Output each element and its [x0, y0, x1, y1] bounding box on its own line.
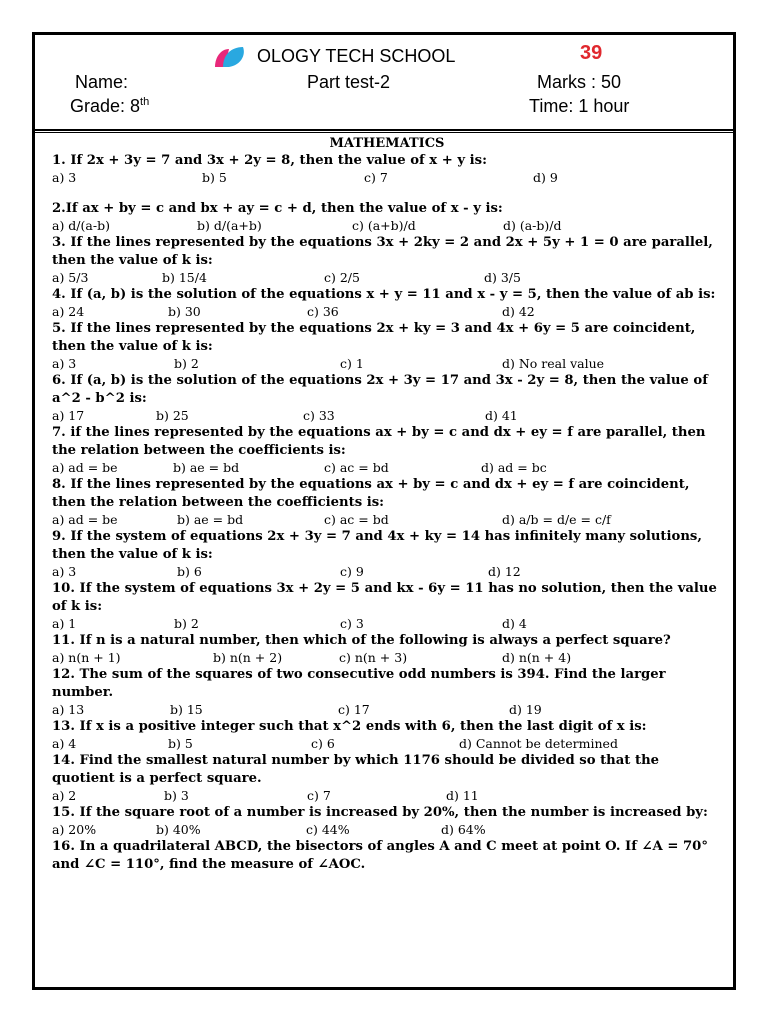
- option-c: c) 7: [364, 170, 388, 185]
- test-title: Part test-2: [307, 72, 391, 92]
- question-item: [52, 152, 722, 200]
- option-c: c) 36: [307, 304, 339, 319]
- option-d: d) No real value: [502, 356, 605, 371]
- option-a: a) 3: [52, 170, 77, 185]
- question-text: 10. If the system of equations 3x + 2y = 5 and kx - 6y = 11 has no solution, then the value of k is:: [52, 581, 717, 614]
- option-c: c) 33: [303, 408, 335, 423]
- question-item: [52, 838, 722, 874]
- question-text: 11. If n is a natural number, then which of the following is always a perfect square?: [52, 633, 671, 648]
- option-a: a) 5/3: [52, 270, 89, 285]
- option-d: d) 4: [502, 616, 527, 631]
- option-d: d) 3/5: [484, 270, 521, 285]
- options-row: [52, 564, 722, 580]
- question-text: 5. If the lines represented by the equations 2x + ky = 3 and 4x + 6y = 5 are coincident, then the value of k is:: [52, 321, 696, 354]
- options-row: [52, 270, 722, 286]
- options-row: [52, 702, 722, 718]
- option-c: c) n(n + 3): [339, 650, 408, 665]
- name-label: Name:: [75, 72, 129, 92]
- option-b: b) 30: [168, 304, 201, 319]
- question-list: [52, 152, 722, 874]
- option-c: c) 2/5: [324, 270, 360, 285]
- question-item: [52, 234, 722, 286]
- option-a: a) 3: [52, 356, 77, 371]
- question-text: 2.If ax + by = c and bx + ay = c + d, then the value of x - y is:: [52, 201, 503, 216]
- options-row: [52, 736, 722, 752]
- option-d: d) (a-b)/d: [503, 218, 562, 233]
- option-b: b) 3: [164, 788, 189, 803]
- question-text: 6. If (a, b) is the solution of the equations 2x + 3y = 17 and 3x - 2y = 8, then the value of a^2 - b^2 is:: [52, 373, 708, 406]
- question-item: [52, 752, 722, 804]
- question-item: [52, 528, 722, 580]
- school-logo-icon: [213, 45, 247, 69]
- options-row: [52, 304, 722, 320]
- option-b: b) 6: [177, 564, 202, 579]
- option-a: a) 17: [52, 408, 85, 423]
- question-item: [52, 320, 722, 372]
- question-text: 8. If the lines represented by the equations ax + by = c and dx + ey = f are coincident, then the relation between the coefficients is:: [52, 477, 690, 510]
- question-text: 13. If x is a positive integer such that x^2 ends with 6, then the last digit of x is:: [52, 719, 647, 734]
- subject-title: MATHEMATICS: [329, 136, 445, 151]
- options-row: [52, 356, 722, 372]
- question-item: [52, 632, 722, 666]
- option-d: d) 64%: [441, 822, 486, 837]
- option-d: d) 41: [485, 408, 518, 423]
- question-text: 4. If (a, b) is the solution of the equations x + y = 11 and x - y = 5, then the value of ab is:: [52, 287, 716, 302]
- options-row: [52, 822, 722, 838]
- option-c: c) 44%: [306, 822, 350, 837]
- option-b: b) 40%: [156, 822, 201, 837]
- question-item: [52, 476, 722, 528]
- question-item: [52, 424, 722, 476]
- question-item: [52, 718, 722, 752]
- grade-label: Grade: 8th: [70, 96, 150, 116]
- question-text: 14. Find the smallest natural number by which 1176 should be divided so that the quotient is a perfect square.: [52, 753, 660, 786]
- option-d: d) 42: [502, 304, 535, 319]
- question-item: [52, 372, 722, 424]
- worksheet-frame: [32, 32, 736, 990]
- option-d: d) a/b = d/e = c/f: [502, 512, 611, 527]
- options-row: [52, 650, 722, 666]
- time-label: Time: 1 hour: [529, 96, 630, 116]
- option-a: a) 20%: [52, 822, 97, 837]
- option-c: c) ac = bd: [324, 512, 389, 527]
- question-item: [52, 580, 722, 632]
- option-b: b) ae = bd: [177, 512, 244, 527]
- option-b: b) 25: [156, 408, 189, 423]
- options-row: [52, 460, 722, 476]
- question-text: 9. If the system of equations 2x + 3y = 7 and 4x + ky = 14 has infinitely many solutions, then the value of k is:: [52, 529, 702, 562]
- option-a: a) 2: [52, 788, 77, 803]
- option-c: c) ac = bd: [324, 460, 389, 475]
- option-b: b) 2: [174, 616, 199, 631]
- option-c: c) 3: [340, 616, 364, 631]
- option-a: a) 24: [52, 304, 85, 319]
- question-item: [52, 200, 722, 234]
- option-a: a) 13: [52, 702, 85, 717]
- header-divider-thin: [35, 132, 733, 133]
- question-text: 1. If 2x + 3y = 7 and 3x + 2y = 8, then the value of x + y is:: [52, 153, 487, 168]
- option-b: b) ae = bd: [173, 460, 240, 475]
- option-a: a) 4: [52, 736, 77, 751]
- option-d: d) ad = bc: [481, 460, 547, 475]
- options-row: [52, 788, 722, 804]
- option-a: a) n(n + 1): [52, 650, 121, 665]
- option-b: b) 5: [168, 736, 193, 751]
- options-row: [52, 408, 722, 424]
- option-c: c) 1: [340, 356, 364, 371]
- question-text: 15. If the square root of a number is increased by 20%, then the number is increased by:: [52, 805, 708, 820]
- option-d: d) 19: [509, 702, 542, 717]
- option-d: d) 9: [533, 170, 558, 185]
- option-b: b) 15: [170, 702, 203, 717]
- options-row: [52, 512, 722, 528]
- question-text: 16. In a quadrilateral ABCD, the bisectors of angles A and C meet at point O. If ∠A = 70° and ∠C = 110°, find the measure of ∠AOC.: [52, 839, 708, 872]
- options-row: [52, 616, 722, 632]
- option-b: b) 2: [174, 356, 199, 371]
- question-text: 12. The sum of the squares of two consecutive odd numbers is 394. Find the larger number.: [52, 667, 666, 700]
- option-b: b) 15/4: [162, 270, 207, 285]
- question-text: 3. If the lines represented by the equations 3x + 2ky = 2 and 2x + 5y + 1 = 0 are parallel, then the value of k is:: [52, 235, 713, 268]
- option-d: d) 11: [446, 788, 479, 803]
- question-item: [52, 804, 722, 838]
- option-c: c) (a+b)/d: [352, 218, 416, 233]
- school-name: OLOGY TECH SCHOOL: [257, 46, 456, 66]
- question-item: [52, 666, 722, 718]
- option-c: c) 17: [338, 702, 370, 717]
- option-b: b) n(n + 2): [213, 650, 283, 665]
- option-d: d) 12: [488, 564, 521, 579]
- option-a: a) 1: [52, 616, 77, 631]
- options-row: [52, 218, 722, 234]
- questions-body: [52, 135, 722, 874]
- option-d: d) Cannot be determined: [459, 736, 618, 751]
- option-c: c) 9: [340, 564, 364, 579]
- score-mark: 39: [580, 42, 603, 64]
- option-a: a) 3: [52, 564, 77, 579]
- header-divider: [35, 129, 733, 131]
- option-b: b) 5: [202, 170, 227, 185]
- option-a: a) ad = be: [52, 460, 118, 475]
- option-c: c) 6: [311, 736, 335, 751]
- option-a: a) ad = be: [52, 512, 118, 527]
- option-a: a) d/(a-b): [52, 218, 110, 233]
- header: [35, 35, 733, 129]
- question-text: 7. if the lines represented by the equations ax + by = c and dx + ey = f are parallel, then the relation between the coefficients is:: [52, 425, 706, 458]
- option-b: b) d/(a+b): [197, 218, 262, 233]
- option-d: d) n(n + 4): [502, 650, 572, 665]
- options-row: [52, 170, 722, 186]
- question-item: [52, 286, 722, 320]
- option-c: c) 7: [307, 788, 331, 803]
- marks-label: Marks : 50: [537, 72, 622, 92]
